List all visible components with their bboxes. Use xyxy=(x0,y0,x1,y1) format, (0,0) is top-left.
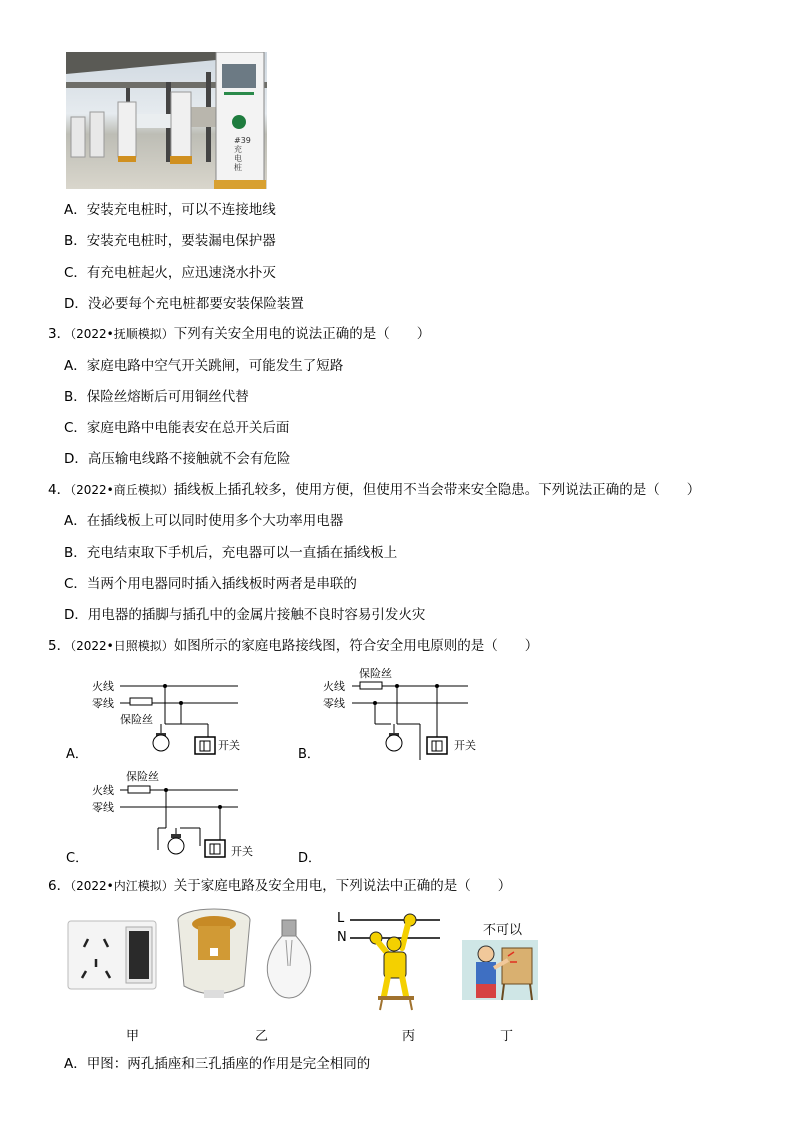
question-source: （2022•内江模拟） xyxy=(70,879,174,893)
question-text: 如图所示的家庭电路接线图，符合安全用电原则的是（ ） xyxy=(173,638,539,654)
q2-option-c: C．有充电桩起火，应迅速浇水扑灭 xyxy=(64,265,276,281)
circuit-b-switch-label: 开关 xyxy=(454,739,476,752)
q4-option-b: B．充电结束取下手机后，充电器可以一直插在插线板上 xyxy=(64,545,398,561)
circuit-d-label: D． xyxy=(298,851,322,866)
q4-option-a: A．在插线板上可以同时使用多个大功率用电器 xyxy=(64,513,344,529)
circuit-c-live-label: 火线 xyxy=(92,784,114,797)
child-wet-hands-illustration xyxy=(462,940,540,1002)
q2-option-b: B．安装充电桩时，要装漏电保护器 xyxy=(64,233,276,249)
circuit-c-fuse-label: 保险丝 xyxy=(126,770,159,783)
charging-post-sign: #39 充电桩 xyxy=(234,136,251,172)
lamp-holder-and-bulb-illustration xyxy=(176,906,326,1006)
question-source: （2022•抚顺模拟） xyxy=(70,327,174,341)
caption-yi: 乙 xyxy=(255,1029,269,1044)
q2-option-a: A．安装充电桩时，可以不连接地线 xyxy=(64,202,276,218)
q2-option-d: D．没必要每个充电桩都要安装保险装置 xyxy=(64,296,304,312)
question-6-stem xyxy=(48,877,511,895)
q3-option-a: A．家庭电路中空气开关跳闸，可能发生了短路 xyxy=(64,358,344,374)
person-touching-wires-illustration xyxy=(348,910,448,1010)
circuit-b-live-label: 火线 xyxy=(323,680,345,693)
line-l-label: L xyxy=(337,911,345,926)
circuit-b-label: B． xyxy=(298,747,320,762)
line-n-label: N xyxy=(337,930,347,945)
circuit-a-live-label: 火线 xyxy=(92,680,114,693)
question-number: 4． xyxy=(48,482,71,498)
q6-option-a: A．甲图：两孔插座和三孔插座的作用是完全相同的 xyxy=(64,1056,371,1072)
circuit-c-switch-label: 开关 xyxy=(231,845,253,858)
question-source: （2022•商丘模拟） xyxy=(70,483,174,497)
circuit-b-neutral-label: 零线 xyxy=(323,697,345,710)
wall-socket-illustration xyxy=(68,921,158,991)
q3-option-b: B．保险丝熔断后可用铜丝代替 xyxy=(64,389,249,405)
forbidden-label: 不可以 xyxy=(483,923,523,938)
circuit-a-switch-label: 开关 xyxy=(218,739,240,752)
q4-option-c: C．当两个用电器同时插入插线板时两者是串联的 xyxy=(64,576,357,592)
caption-jia: 甲 xyxy=(126,1029,140,1044)
circuit-a-fuse-label: 保险丝 xyxy=(120,713,153,726)
circuit-b-fuse-label: 保险丝 xyxy=(359,667,392,680)
question-text: 插线板上插孔较多，使用方便，但使用不当会带来安全隐患。下列说法正确的是（ ） xyxy=(173,482,701,498)
question-source: （2022•日照模拟） xyxy=(70,639,174,653)
circuit-a-neutral-label: 零线 xyxy=(92,697,114,710)
question-text: 关于家庭电路及安全用电，下列说法中正确的是（ ） xyxy=(173,878,512,894)
question-number: 5． xyxy=(48,638,71,654)
question-number: 3． xyxy=(48,326,71,342)
circuit-a-label: A． xyxy=(66,747,88,762)
caption-bing: 丙 xyxy=(402,1029,416,1044)
caption-ding: 丁 xyxy=(500,1029,514,1044)
circuit-c-neutral-label: 零线 xyxy=(92,801,114,814)
question-text: 下列有关安全用电的说法正确的是（ ） xyxy=(173,326,431,342)
q3-option-d: D．高压输电线路不接触就不会有危险 xyxy=(64,451,291,467)
question-number: 6． xyxy=(48,878,71,894)
circuit-c-label: C． xyxy=(66,851,89,866)
q3-option-c: C．家庭电路中电能表安在总开关后面 xyxy=(64,420,290,436)
q4-option-d: D．用电器的插脚与插孔中的金属片接触不良时容易引发火灾 xyxy=(64,607,426,623)
